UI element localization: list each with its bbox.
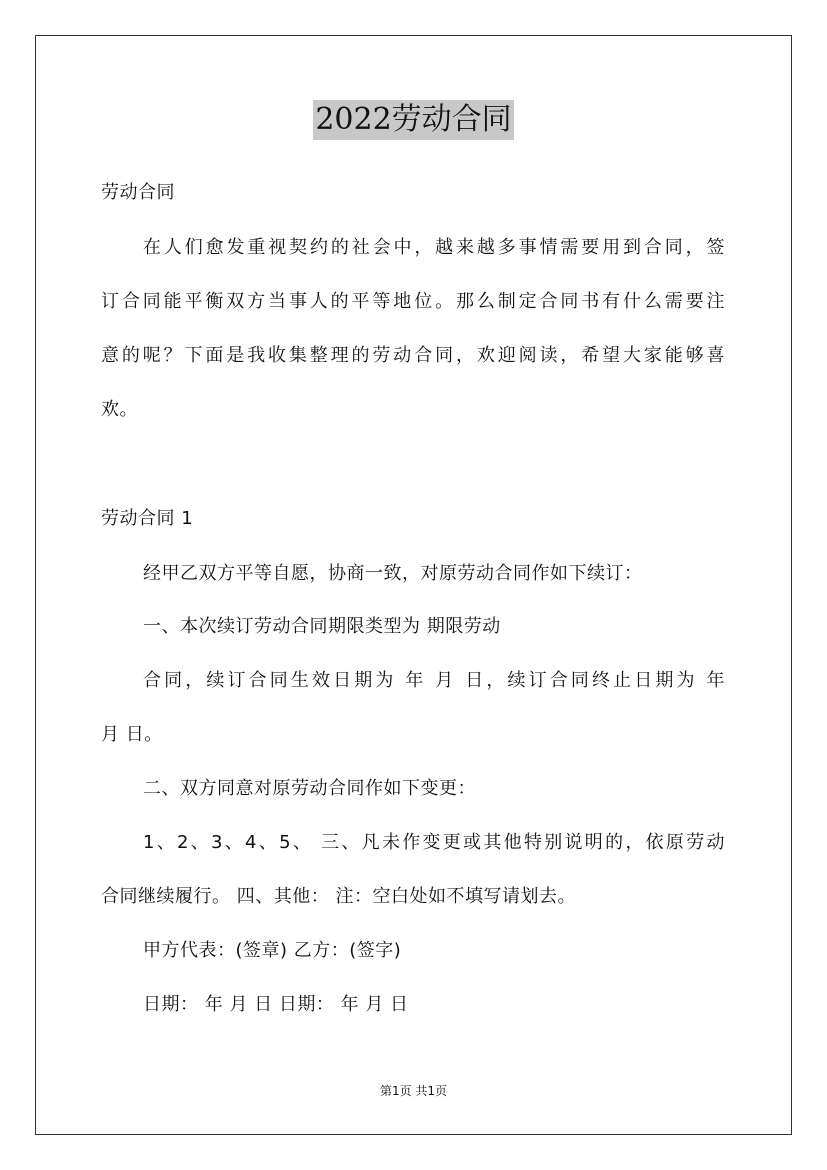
intro-line-1: 在人们愈发重视契约的社会中，越来越多事情需要用到合同，签 [143, 237, 725, 258]
signature-line: 甲方代表：(签章) 乙方：(签字) [143, 940, 402, 961]
page-footer: 第1页 共1页 [379, 1084, 448, 1098]
intro-line-4: 欢。 [101, 399, 138, 420]
title-container [0, 100, 827, 140]
body-paragraph-2: 一、本次续订劳动合同期限类型为 期限劳动 [143, 616, 501, 637]
body-paragraph-1: 经甲乙双方平等自愿，协商一致，对原劳动合同作如下续订： [143, 563, 643, 584]
date-line: 日期： 年 月 日 日期： 年 月 日 [143, 994, 409, 1015]
heading-main: 劳动合同 [101, 182, 175, 203]
body-paragraph-3-line-2: 月 日。 [101, 724, 163, 745]
heading-contract-1: 劳动合同 1 [101, 508, 194, 529]
body-paragraph-4: 二、双方同意对原劳动合同作如下变更： [143, 778, 476, 799]
document-title: 2022劳动合同 [313, 100, 513, 140]
body-paragraph-5-line-2: 合同继续履行。 四、其他： 注：空白处如不填写请划去。 [101, 886, 576, 907]
body-paragraph-5-line-1: 1、2、3、4、5、 三、凡未作变更或其他特别说明的，依原劳动 [143, 832, 725, 853]
body-paragraph-3-line-1: 合同，续订合同生效日期为 年 月 日，续订合同终止日期为 年 [143, 670, 725, 691]
intro-line-2: 订合同能平衡双方当事人的平等地位。那么制定合同书有什么需要注 [101, 291, 725, 312]
intro-line-3: 意的呢？下面是我收集整理的劳动合同，欢迎阅读，希望大家能够喜 [101, 345, 725, 366]
